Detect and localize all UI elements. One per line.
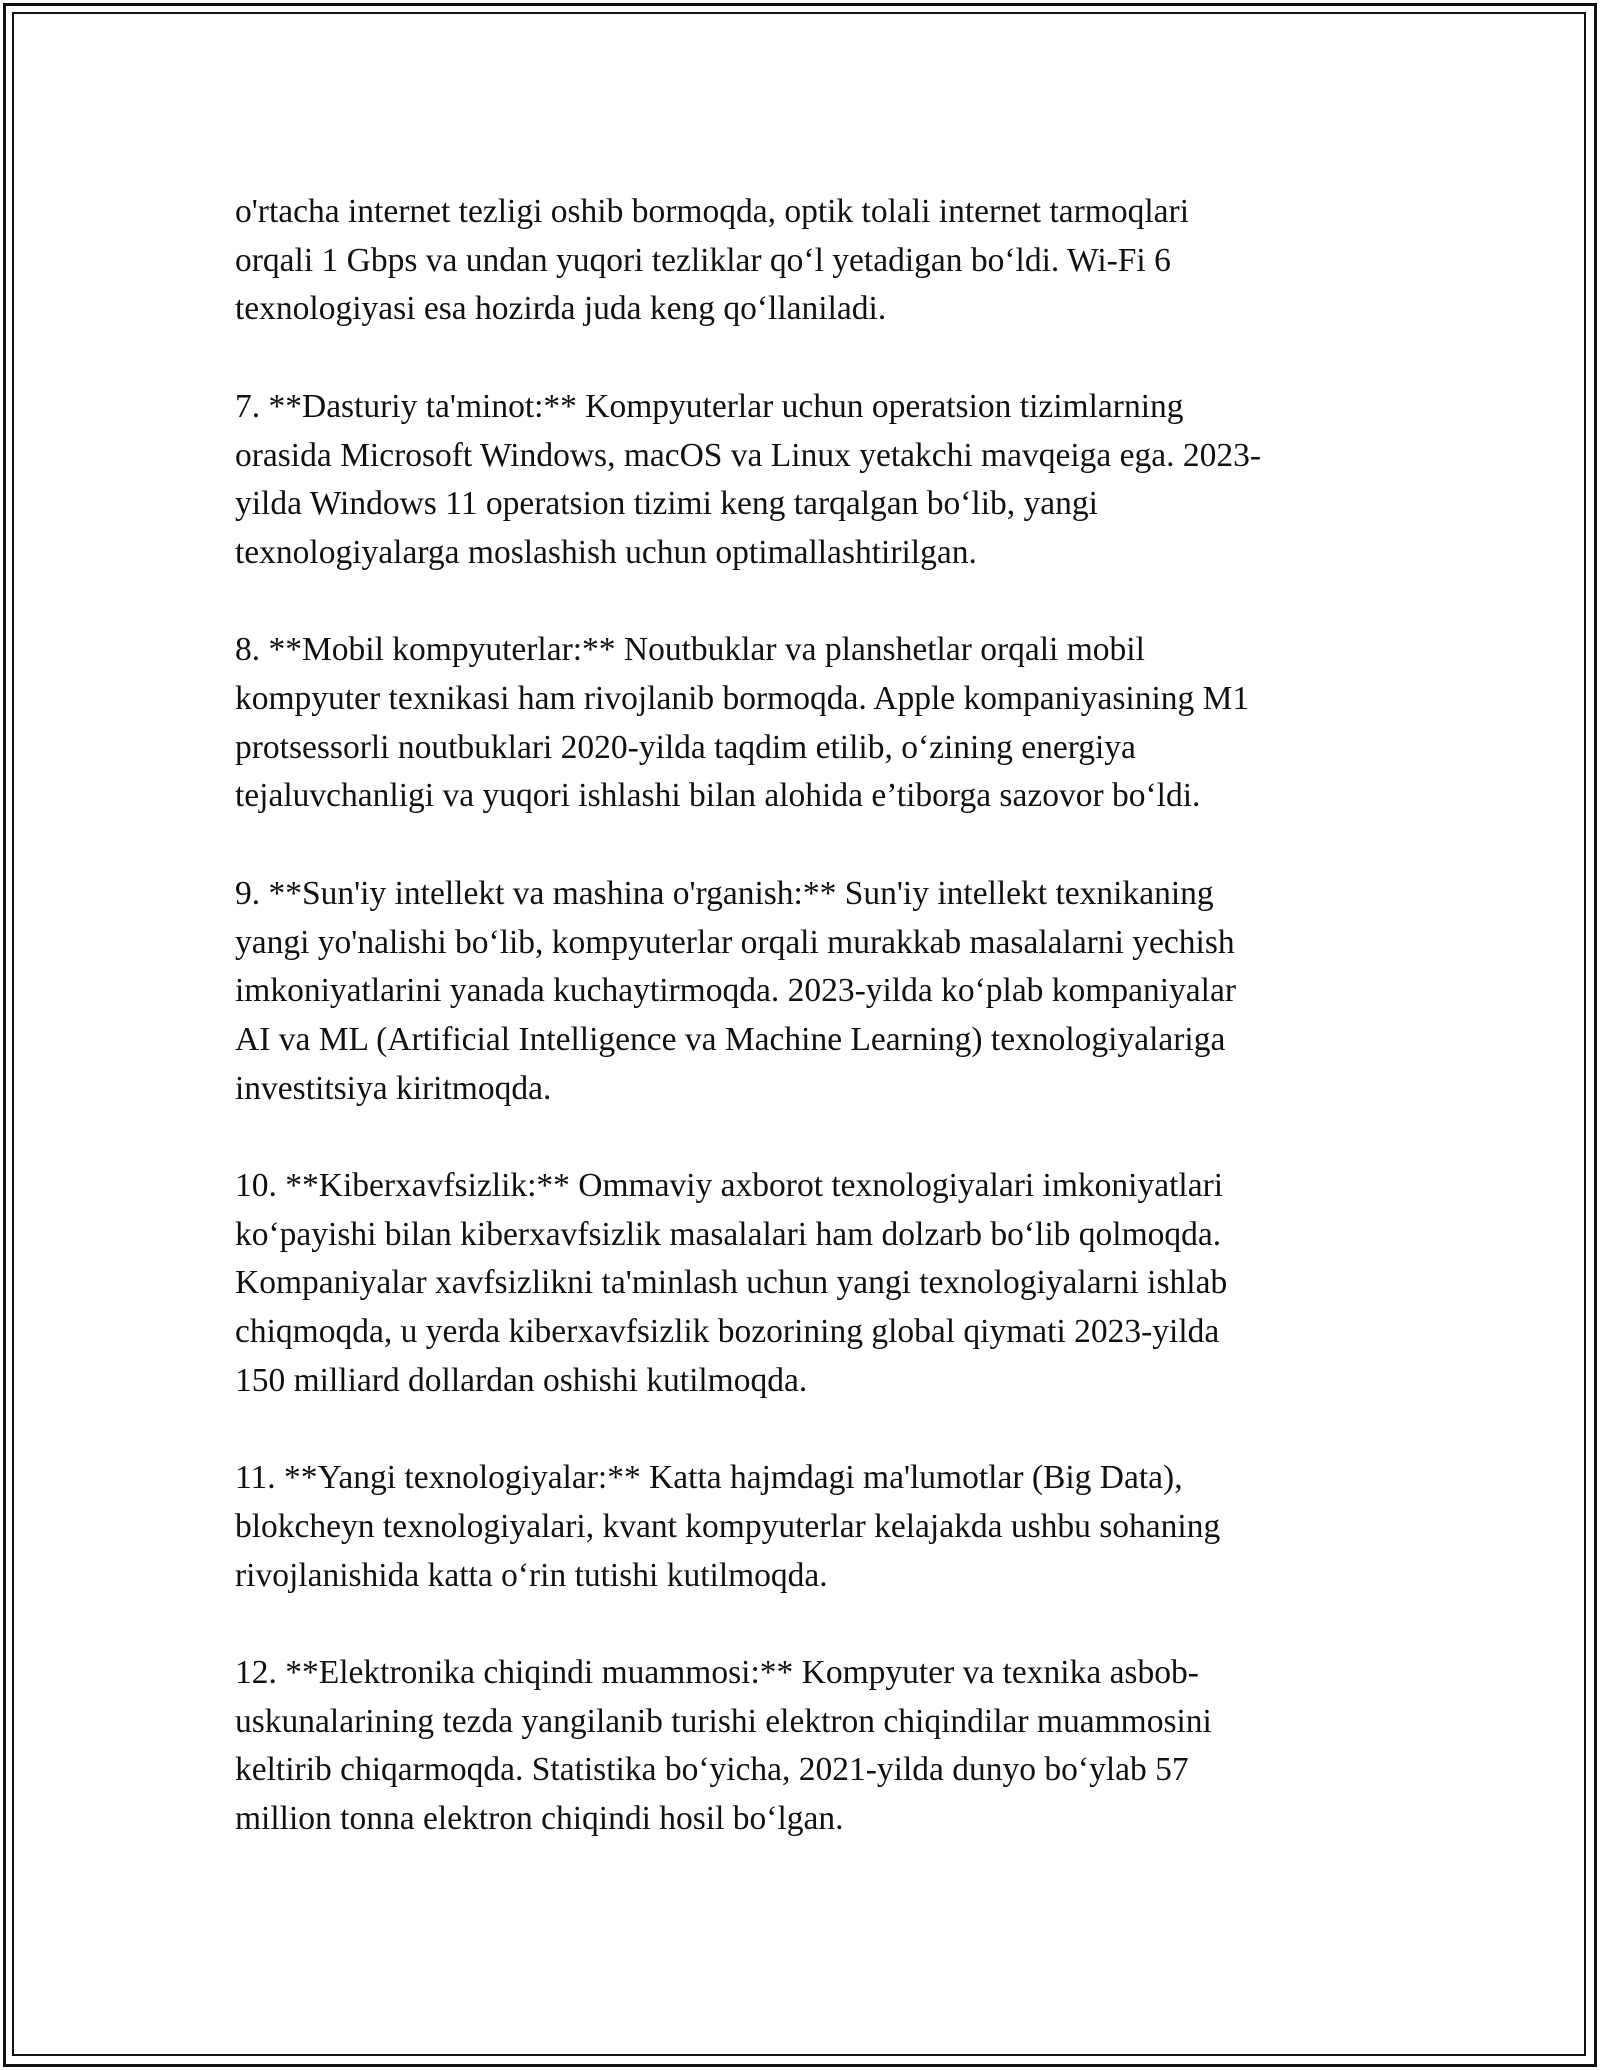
paragraph-item-11 xyxy=(235,1454,1385,1600)
text-line: 8. **Mobil kompyuterlar:** Noutbuklar va planshetlar orqali mobil xyxy=(235,631,1145,669)
text-line: chiqmoqda, u yerda kiberxavfsizlik bozorining global qiymati 2023-yilda xyxy=(235,1313,1220,1351)
text-line: yilda Windows 11 operatsion tizimi keng tarqalgan bo‘lib, yangi xyxy=(235,485,1098,523)
text-line: orasida Microsoft Windows, macOS va Linux yetakchi mavqeiga ega. 2023- xyxy=(235,436,1262,474)
paragraph-item-8 xyxy=(235,626,1385,821)
text-line: protsessorli noutbuklari 2020-yilda taqdim etilib, o‘zining energiya xyxy=(235,728,1136,766)
text-line: 10. **Kiberxavfsizlik:** Ommaviy axborot texnologiyalari imkoniyatlari xyxy=(235,1167,1224,1204)
text-line: keltirib chiqarmoqda. Statistika bo‘yicha, 2021-yilda dunyo bo‘ylab 57 xyxy=(235,1751,1189,1789)
text-line: o'rtacha internet tezligi oshib bormoqda, optik tolali internet tarmoqlari xyxy=(235,193,1189,230)
text-line: texnologiyasi esa hozirda juda keng qo‘llaniladi. xyxy=(235,290,887,328)
text-line: AI va ML (Artificial Intelligence va Machine Learning) texnologiyalariga xyxy=(235,1020,1226,1058)
text-line: rivojlanishida katta o‘rin tutishi kutilmoqda. xyxy=(235,1556,828,1594)
text-line: uskunalarining tezda yangilanib turishi elektron chiqindilar muammosini xyxy=(235,1702,1212,1740)
text-line: million tonna elektron chiqindi hosil bo‘lgan. xyxy=(235,1800,844,1838)
text-line: 12. **Elektronika chiqindi muammosi:** Kompyuter va texnika asbob- xyxy=(235,1654,1199,1691)
paragraph-item-9 xyxy=(235,870,1385,1114)
text-line: investitsiya kiritmoqda. xyxy=(235,1069,552,1107)
text-line: 11. **Yangi texnologiyalar:** Katta hajmdagi ma'lumotlar (Big Data), xyxy=(235,1459,1183,1497)
text-line: tejaluvchanligi va yuqori ishlashi bilan alohida e’tiborga sazovor bo‘ldi. xyxy=(235,777,1201,815)
text-line: imkoniyatlarini yanada kuchaytirmoqda. 2023-yilda ko‘plab kompaniyalar xyxy=(235,972,1236,1010)
text-line: ko‘payishi bilan kiberxavfsizlik masalalari ham dolzarb bo‘lib qolmoqda. xyxy=(235,1215,1222,1253)
paragraph-item-12 xyxy=(235,1649,1385,1844)
text-line: texnologiyalarga moslashish uchun optimallashtirilgan. xyxy=(235,533,977,571)
text-line: yangi yo'nalishi bo‘lib, kompyuterlar orqali murakkab masalalarni yechish xyxy=(235,923,1235,961)
text-line: 7. **Dasturiy ta'minot:** Kompyuterlar uchun operatsion tizimlarning xyxy=(235,387,1184,425)
text-line: blokcheyn texnologiyalari, kvant kompyuterlar kelajakda ushbu sohaning xyxy=(235,1507,1221,1545)
text-line: 150 milliard dollardan oshishi kutilmoqda. xyxy=(235,1361,808,1399)
text-line: Kompaniyalar xavfsizlikni ta'minlash uchun yangi texnologiyalarni ishlab xyxy=(235,1264,1228,1302)
text-line: kompyuter texnikasi ham rivojlanib bormoqda. Apple kompaniyasining M1 xyxy=(235,680,1250,717)
paragraph-intro xyxy=(235,188,1385,334)
paragraph-item-10 xyxy=(235,1162,1385,1406)
text-line: orqali 1 Gbps va undan yuqori tezliklar qo‘l yetadigan bo‘ldi. Wi-Fi 6 xyxy=(235,241,1171,279)
document-body xyxy=(235,188,1385,1893)
text-line: 9. **Sun'iy intellekt va mashina o'rganish:** Sun'iy intellekt texnikaning xyxy=(235,874,1214,912)
paragraph-item-7 xyxy=(235,383,1385,578)
